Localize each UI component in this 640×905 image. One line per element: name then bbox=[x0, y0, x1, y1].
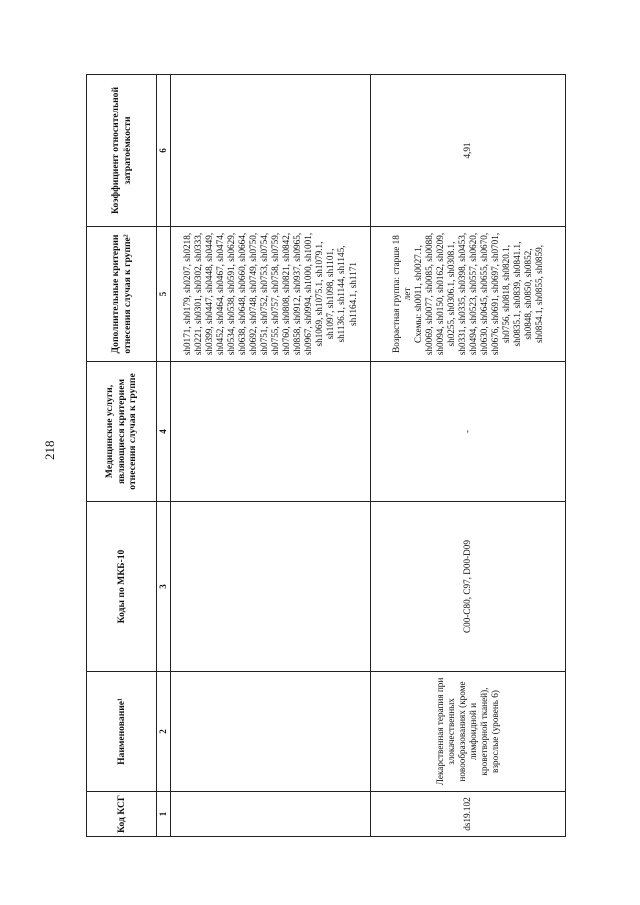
column-number-row bbox=[157, 75, 171, 837]
cell-code bbox=[170, 792, 370, 837]
cell-criteria bbox=[370, 227, 565, 362]
cell-criteria: sh0171, sh0179, sh0207, sh0218, sh0221, sh0301, sh0302, sh0333, sh0399, sh0447, sh0448, sh0449, sh0452, sh0464, sh0467, sh0474, sh0534, sh0538, sh0591, sh0629, sh0638, sh0648, sh0660, sh0664, sh0692, sh0748, sh0749, sh0750, sh0751, sh0752, sh0753, sh0754, sh0755, sh0757, sh0758, sh0759, sh0760, sh0808, sh0821, sh0842, sh0858, sh0912, sh0937, sh0965, sh0967, sh0994, sh1000, sh1001, sh1069, sh1075.1, sh1079.1, sh1097, sh1098, sh1101, sh1136.1, sh1144, sh1145, sh1164.1, sh1171 bbox=[170, 227, 370, 362]
header-coefficient: Коэффициент относительной затратоёмкости bbox=[87, 75, 157, 227]
table-row bbox=[170, 75, 370, 837]
page-number: 218 bbox=[42, 440, 57, 460]
cell-services: - bbox=[370, 362, 565, 502]
cell-icd bbox=[170, 502, 370, 672]
header-name: Наименование¹ bbox=[87, 672, 157, 792]
header-services: Медицинские услуги, являющиеся критерием отнесения случая к группе bbox=[87, 362, 157, 502]
cell-coefficient bbox=[170, 75, 370, 227]
header-icd: Коды по МКБ-10 bbox=[87, 502, 157, 672]
cell-name bbox=[170, 672, 370, 792]
cell-code: ds19.102 bbox=[370, 792, 565, 837]
column-number: 5 bbox=[157, 227, 171, 362]
column-number: 4 bbox=[157, 362, 171, 502]
column-number: 3 bbox=[157, 502, 171, 672]
cell-coefficient: 4,91 bbox=[370, 75, 565, 227]
cell-services bbox=[170, 362, 370, 502]
criteria-schemes: Схемы: sh0011, sh0027.1, sh0069, sh0077, sh0085, sh0088, sh0094, sh0150, sh0162, sh0209, sh0255, sh0306.1, sh0308.1, sh0331, sh0335, sh0398, sh0453, sh0494, sh0523, sh0557, sh0620, sh0630, sh0645, sh0655, sh0670, sh0676, sh0691, sh0697, sh0701, sh0756, sh0818, sh0820.1, sh0835.1, sh0839, sh0841.1, sh0848, sh0850, sh0852, sh0854.1, sh0855, sh0859, bbox=[412, 232, 545, 356]
cell-icd: C00-C80, C97, D00-D09 bbox=[370, 502, 565, 672]
header-criteria: Дополнительные критерии отнесения случая к группе² bbox=[87, 227, 157, 362]
column-number: 2 bbox=[157, 672, 171, 792]
column-number: 1 bbox=[157, 792, 171, 837]
header-row bbox=[87, 75, 157, 837]
cell-name: Лекарственная терапия при злокачественных новообразованиях (кроме лимфоидной и кроветворной тканей), взрослые (уровень 6) bbox=[370, 672, 565, 792]
criteria-age: Возрастная группа: старше 18 лет bbox=[390, 235, 412, 353]
table-container bbox=[86, 75, 566, 837]
ksg-table bbox=[86, 74, 566, 837]
table-row bbox=[370, 75, 565, 837]
header-code: Код КСГ bbox=[87, 792, 157, 837]
column-number: 6 bbox=[157, 75, 171, 227]
